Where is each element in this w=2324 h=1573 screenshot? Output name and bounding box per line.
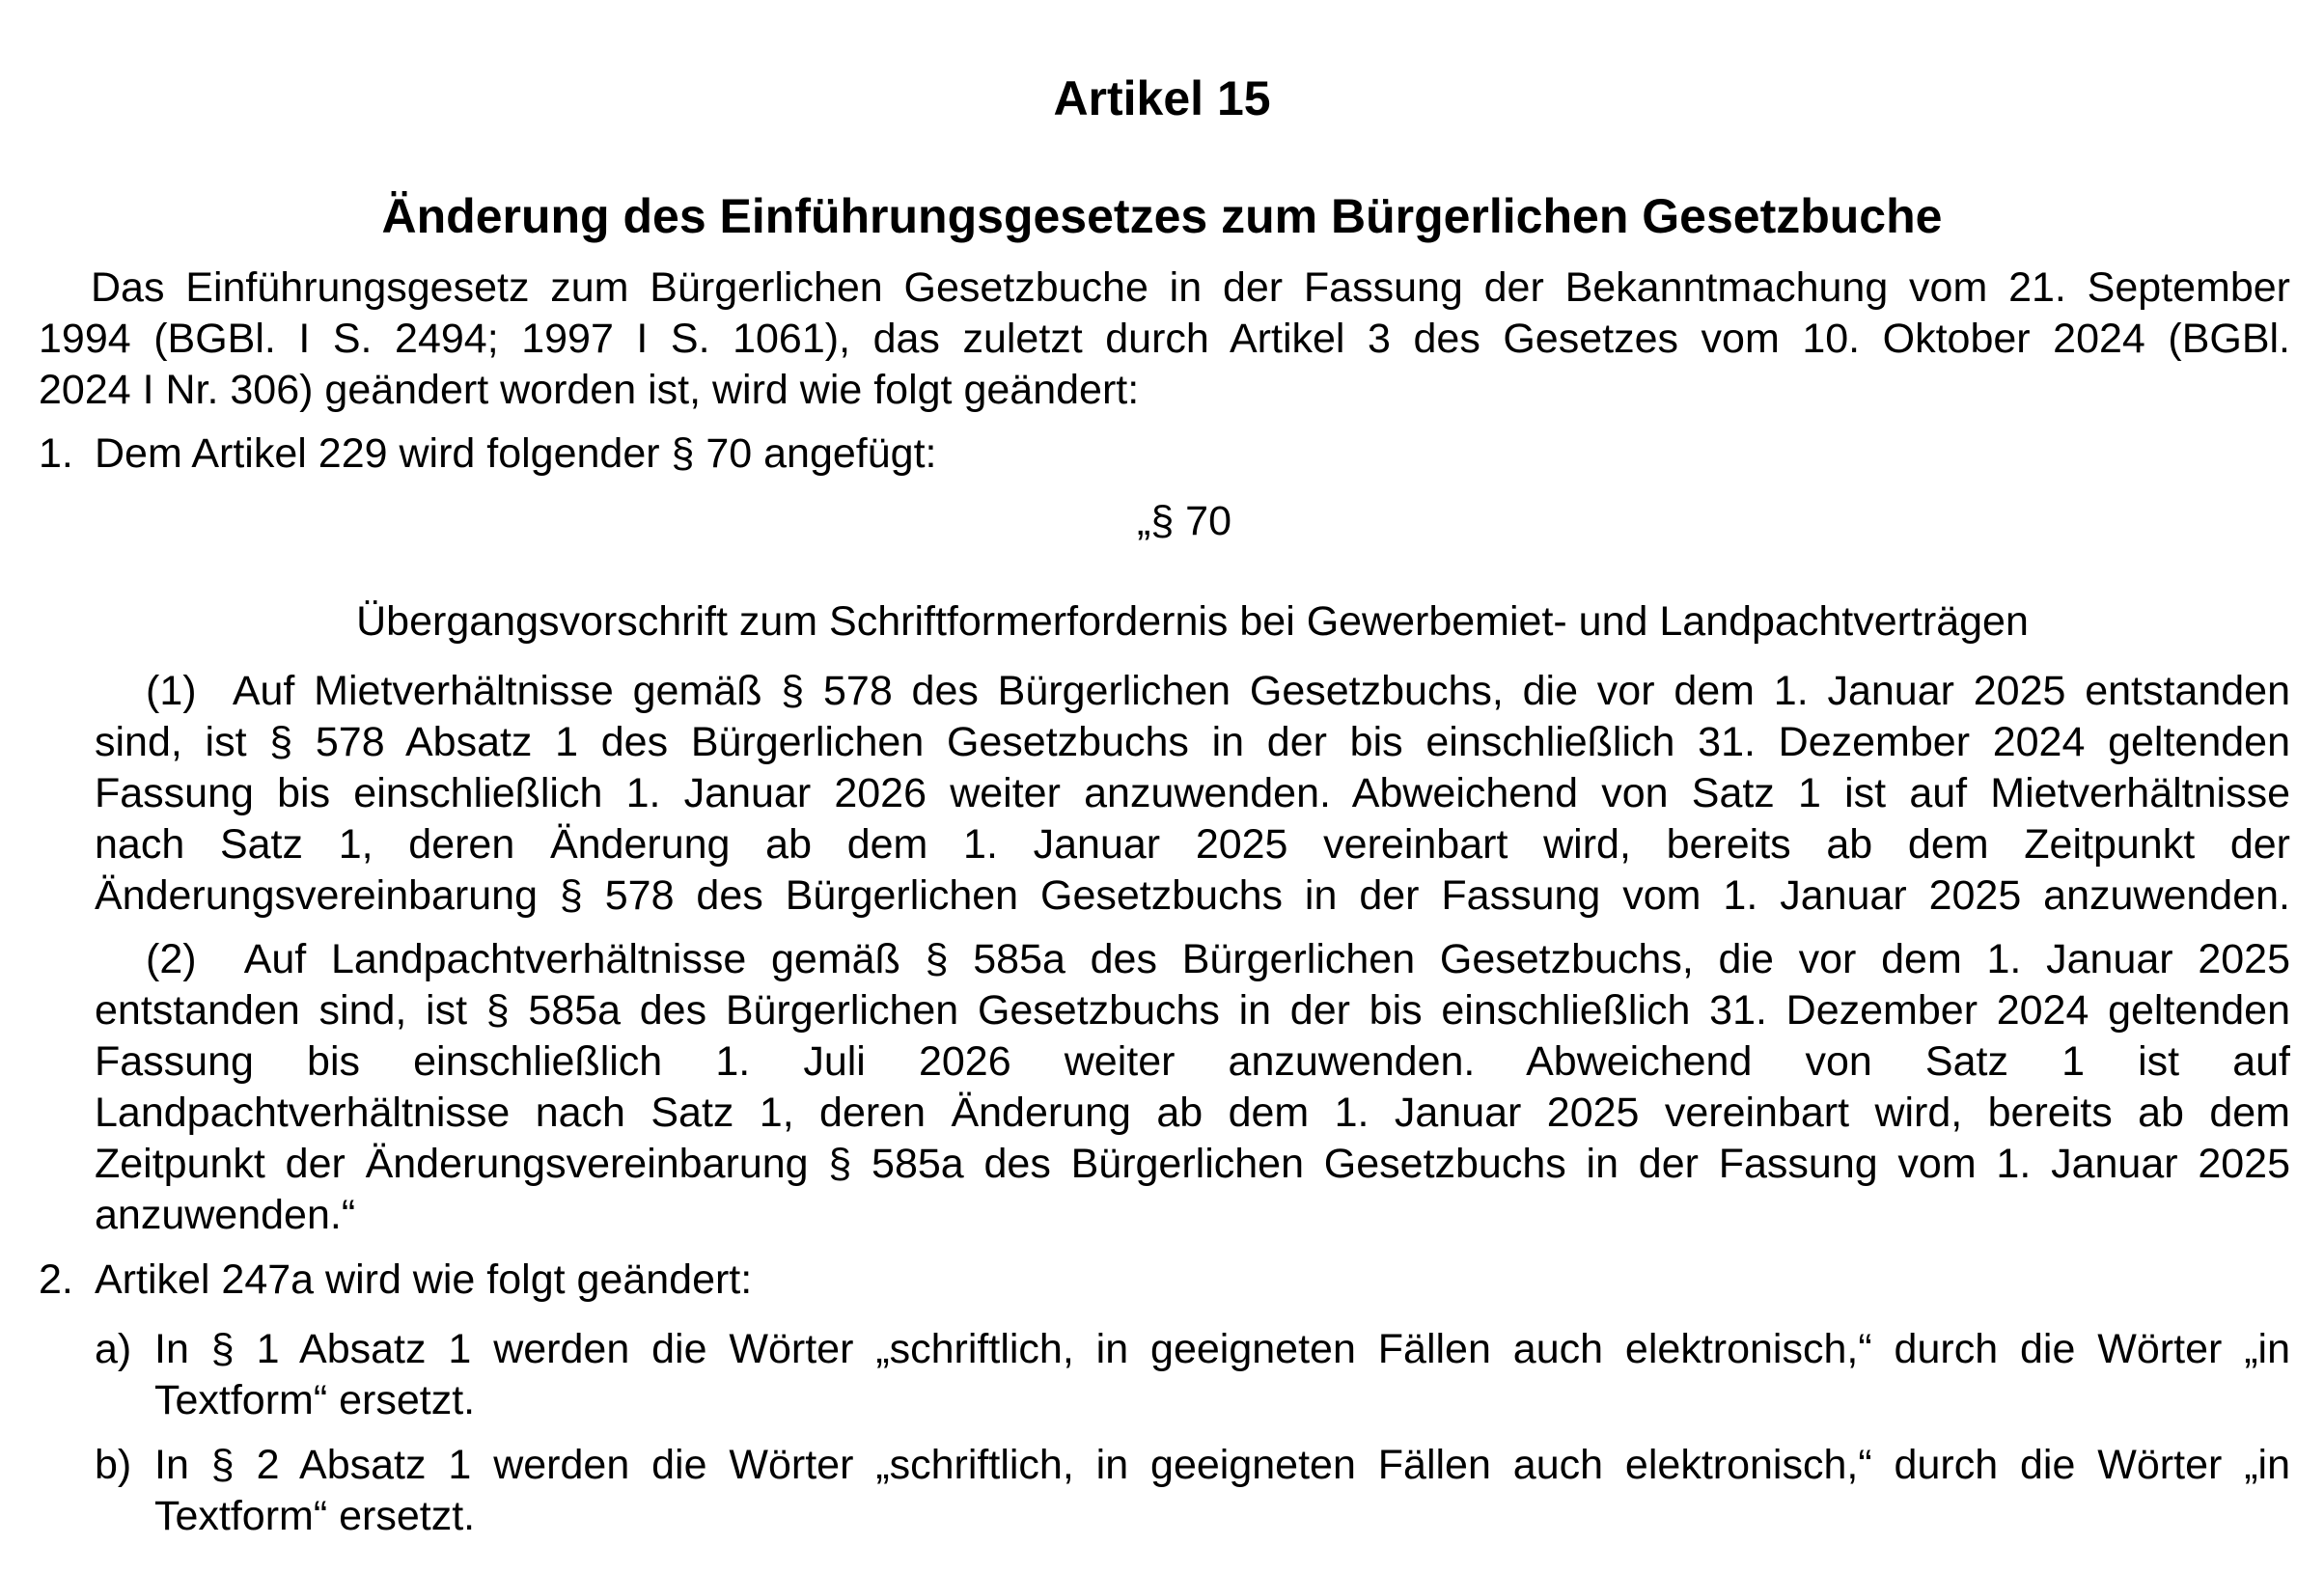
sub-item-a-label: a) xyxy=(95,1326,132,1372)
paragraph-1-line: nach Satz 1, deren Änderung ab dem 1. Januar 2025 vereinbart wird, bereits ab dem Zeitpunkt der xyxy=(95,821,2290,868)
intro-line: 1994 (BGBl. I S. 2494; 1997 I S. 1061), das zuletzt durch Artikel 3 des Gesetzes vom 10. Oktober 2024 (BGBl. xyxy=(39,316,2290,362)
paragraph-2 xyxy=(95,934,2290,1241)
paragraph-2-line: entstanden sind, ist § 585a des Bürgerlichen Gesetzbuchs in der bis einschließlich 31. Dezember 2024 geltenden xyxy=(95,987,2290,1034)
paragraph-1 xyxy=(95,666,2290,922)
sub-item-b-line: In § 2 Absatz 1 werden die Wörter „schriftlich, in geeigneten Fällen auch elektronisch,“ durch die Wörter „in xyxy=(154,1442,2290,1488)
paragraph-1-line: sind, ist § 578 Absatz 1 des Bürgerlichen Gesetzbuchs in der bis einschließlich 31. Dezember 2024 geltenden xyxy=(95,719,2290,765)
item-1-label: 1. xyxy=(39,430,73,477)
section-number: „§ 70 xyxy=(1137,498,1232,544)
item-2-text: Artikel 247a wird wie folgt geändert: xyxy=(95,1256,753,1303)
intro-line: 2024 I Nr. 306) geändert worden ist, wird wie folgt geändert: xyxy=(39,367,1140,413)
sub-item-b-line: Textform“ ersetzt. xyxy=(154,1493,476,1539)
paragraph-1-line xyxy=(95,666,2290,717)
paragraph-1-text: Auf Mietverhältnisse gemäß § 578 des Bürgerlichen Gesetzbuchs, die vor dem 1. Januar 2025 entstanden xyxy=(232,668,2290,714)
paragraph-1-label: (1) xyxy=(146,668,197,714)
sub-item-b-label: b) xyxy=(95,1442,132,1488)
sub-item-b xyxy=(154,1440,2290,1542)
paragraph-2-line: Zeitpunkt der Änderungsvereinbarung § 585a des Bürgerlichen Gesetzbuchs in der Fassung vom 1. Januar 2025 xyxy=(95,1141,2290,1187)
sub-item-a-line: Textform“ ersetzt. xyxy=(154,1377,476,1423)
section-title: Übergangsvorschrift zum Schriftformerfordernis bei Gewerbemiet- und Landpachtverträgen xyxy=(356,598,2029,645)
paragraph-2-line: Landpachtverhältnisse nach Satz 1, deren Änderung ab dem 1. Januar 2025 vereinbart wird, bereits ab dem xyxy=(95,1090,2290,1136)
sub-item-a-line: In § 1 Absatz 1 werden die Wörter „schriftlich, in geeigneten Fällen auch elektronisch,“ durch die Wörter „in xyxy=(154,1326,2290,1372)
paragraph-1-line: Änderungsvereinbarung § 578 des Bürgerlichen Gesetzbuchs in der Fassung vom 1. Januar 2025 anzuwenden. xyxy=(95,872,2290,919)
item-1-text: Dem Artikel 229 wird folgender § 70 angefügt: xyxy=(95,430,937,477)
article-heading: Änderung des Einführungsgesetzes zum Bürgerlichen Gesetzbuche xyxy=(381,189,1943,243)
paragraph-2-line xyxy=(95,934,2290,985)
intro-paragraph xyxy=(39,262,2290,416)
sub-item-a xyxy=(154,1324,2290,1426)
paragraph-2-line: Fassung bis einschließlich 1. Juli 2026 weiter anzuwenden. Abweichend von Satz 1 ist auf xyxy=(95,1038,2290,1085)
intro-line: Das Einführungsgesetz zum Bürgerlichen Gesetzbuche in der Fassung der Bekanntmachung vom 21. September xyxy=(91,264,2290,311)
item-2-label: 2. xyxy=(39,1256,73,1303)
paragraph-2-text: Auf Landpachtverhältnisse gemäß § 585a des Bürgerlichen Gesetzbuchs, die vor dem 1. Januar 2025 xyxy=(243,936,2290,982)
paragraph-2-line: anzuwenden.“ xyxy=(95,1192,356,1238)
paragraph-2-label: (2) xyxy=(146,936,197,982)
paragraph-1-line: Fassung bis einschließlich 1. Januar 2026 weiter anzuwenden. Abweichend von Satz 1 ist auf Mietverhältnisse xyxy=(95,770,2290,816)
article-number: Artikel 15 xyxy=(1053,71,1271,125)
